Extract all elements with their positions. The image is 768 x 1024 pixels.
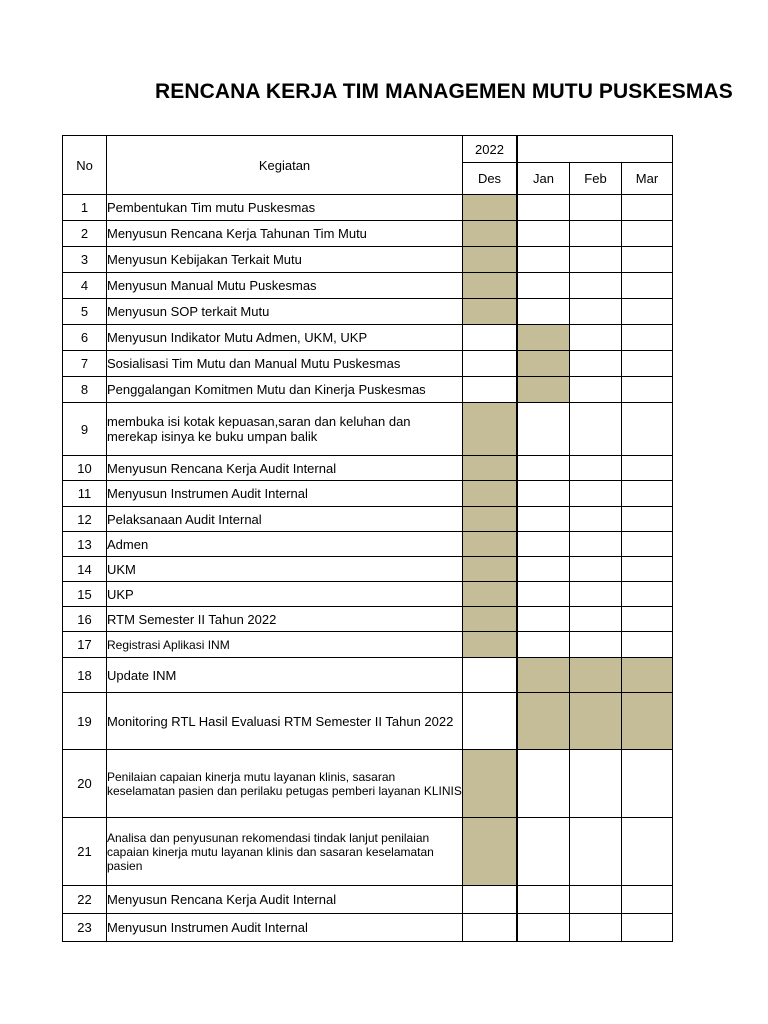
row-kegiatan: RTM Semester II Tahun 2022 xyxy=(107,607,463,632)
row-kegiatan: Menyusun Manual Mutu Puskesmas xyxy=(107,273,463,299)
schedule-cell-jan xyxy=(518,818,570,886)
table-row xyxy=(63,403,673,456)
schedule-cell-des xyxy=(463,658,517,693)
row-number: 20 xyxy=(63,750,107,818)
schedule-cell-feb xyxy=(570,403,622,456)
schedule-cell-mar xyxy=(622,247,673,273)
row-number: 5 xyxy=(63,299,107,325)
row-number: 9 xyxy=(63,403,107,456)
row-kegiatan: Update INM xyxy=(107,658,463,693)
column-header-kegiatan: Kegiatan xyxy=(107,136,463,195)
schedule-cell-mar xyxy=(622,582,673,607)
row-kegiatan: Menyusun Rencana Kerja Tahunan Tim Mutu xyxy=(107,221,463,247)
row-kegiatan: Menyusun Instrumen Audit Internal xyxy=(107,481,463,507)
row-kegiatan: Monitoring RTL Hasil Evaluasi RTM Semester II Tahun 2022 xyxy=(107,693,463,750)
schedule-cell-feb xyxy=(570,532,622,557)
schedule-cell-jan xyxy=(518,693,570,750)
table-row xyxy=(63,507,673,532)
month-header-des: Des xyxy=(463,163,517,195)
row-number: 6 xyxy=(63,325,107,351)
row-number: 17 xyxy=(63,632,107,658)
schedule-cell-feb xyxy=(570,886,622,914)
work-plan-table xyxy=(62,135,673,942)
row-kegiatan: Penggalangan Komitmen Mutu dan Kinerja Puskesmas xyxy=(107,377,463,403)
row-number: 21 xyxy=(63,818,107,886)
schedule-cell-feb xyxy=(570,750,622,818)
table-row xyxy=(63,532,673,557)
schedule-cell-feb xyxy=(570,325,622,351)
schedule-cell-jan xyxy=(518,886,570,914)
schedule-cell-jan xyxy=(518,221,570,247)
schedule-cell-jan xyxy=(518,273,570,299)
table-row xyxy=(63,632,673,658)
schedule-cell-jan xyxy=(518,247,570,273)
schedule-cell-jan xyxy=(518,582,570,607)
row-number: 7 xyxy=(63,351,107,377)
schedule-cell-jan xyxy=(518,750,570,818)
schedule-cell-mar xyxy=(622,818,673,886)
row-number: 2 xyxy=(63,221,107,247)
schedule-cell-jan xyxy=(518,403,570,456)
table-row xyxy=(63,377,673,403)
schedule-cell-mar xyxy=(622,914,673,942)
row-number: 14 xyxy=(63,557,107,582)
row-kegiatan: Menyusun Indikator Mutu Admen, UKM, UKP xyxy=(107,325,463,351)
schedule-cell-feb xyxy=(570,914,622,942)
schedule-cell-jan xyxy=(518,377,570,403)
schedule-cell-mar xyxy=(622,456,673,481)
row-number: 4 xyxy=(63,273,107,299)
schedule-cell-jan xyxy=(518,456,570,481)
schedule-cell-jan xyxy=(518,658,570,693)
row-kegiatan: Registrasi Aplikasi INM xyxy=(107,632,463,658)
schedule-cell-feb xyxy=(570,351,622,377)
schedule-cell-des xyxy=(463,532,517,557)
schedule-cell-des xyxy=(463,351,517,377)
schedule-cell-mar xyxy=(622,481,673,507)
row-kegiatan: Menyusun Rencana Kerja Audit Internal xyxy=(107,456,463,481)
schedule-cell-mar xyxy=(622,532,673,557)
schedule-cell-jan xyxy=(518,325,570,351)
schedule-cell-des xyxy=(463,507,517,532)
row-kegiatan: Pembentukan Tim mutu Puskesmas xyxy=(107,195,463,221)
schedule-cell-feb xyxy=(570,507,622,532)
schedule-cell-mar xyxy=(622,195,673,221)
schedule-cell-mar xyxy=(622,325,673,351)
schedule-cell-mar xyxy=(622,750,673,818)
table-row xyxy=(63,693,673,750)
row-kegiatan: Menyusun SOP terkait Mutu xyxy=(107,299,463,325)
schedule-cell-des xyxy=(463,818,517,886)
schedule-cell-des xyxy=(463,221,517,247)
row-number: 23 xyxy=(63,914,107,942)
schedule-cell-feb xyxy=(570,632,622,658)
schedule-cell-mar xyxy=(622,299,673,325)
schedule-cell-mar xyxy=(622,632,673,658)
schedule-cell-des xyxy=(463,481,517,507)
row-number: 10 xyxy=(63,456,107,481)
schedule-cell-mar xyxy=(622,377,673,403)
schedule-cell-feb xyxy=(570,481,622,507)
row-kegiatan: UKP xyxy=(107,582,463,607)
schedule-cell-mar xyxy=(622,658,673,693)
table-row xyxy=(63,582,673,607)
schedule-cell-des xyxy=(463,195,517,221)
year-header: 2022 xyxy=(463,136,517,163)
row-kegiatan: Admen xyxy=(107,532,463,557)
schedule-cell-des xyxy=(463,325,517,351)
row-kegiatan: Menyusun Rencana Kerja Audit Internal xyxy=(107,886,463,914)
schedule-cell-feb xyxy=(570,607,622,632)
schedule-cell-jan xyxy=(518,351,570,377)
row-kegiatan: Penilaian capaian kinerja mutu layanan klinis, sasaran keselamatan pasien dan perilaku petugas pemberi layanan KLINIS xyxy=(107,750,463,818)
schedule-cell-des xyxy=(463,632,517,658)
table-row xyxy=(63,325,673,351)
schedule-cell-des xyxy=(463,456,517,481)
schedule-cell-jan xyxy=(518,481,570,507)
table-row xyxy=(63,750,673,818)
table-body xyxy=(63,136,673,942)
schedule-cell-des xyxy=(463,273,517,299)
row-kegiatan: Menyusun Instrumen Audit Internal xyxy=(107,914,463,942)
schedule-cell-des xyxy=(463,693,517,750)
row-number: 1 xyxy=(63,195,107,221)
month-header-feb: Feb xyxy=(570,163,622,195)
schedule-cell-feb xyxy=(570,377,622,403)
row-number: 19 xyxy=(63,693,107,750)
schedule-cell-feb xyxy=(570,582,622,607)
month-header-mar: Mar xyxy=(622,163,673,195)
table-row xyxy=(63,658,673,693)
schedule-cell-des xyxy=(463,557,517,582)
schedule-cell-jan xyxy=(518,607,570,632)
table-row xyxy=(63,818,673,886)
schedule-cell-mar xyxy=(622,557,673,582)
schedule-cell-jan xyxy=(518,914,570,942)
schedule-cell-des xyxy=(463,403,517,456)
schedule-cell-feb xyxy=(570,818,622,886)
schedule-cell-mar xyxy=(622,507,673,532)
schedule-cell-mar xyxy=(622,403,673,456)
row-kegiatan: UKM xyxy=(107,557,463,582)
header-row-year xyxy=(63,136,673,163)
table-row xyxy=(63,247,673,273)
table-row xyxy=(63,557,673,582)
schedule-cell-jan xyxy=(518,632,570,658)
schedule-cell-des xyxy=(463,914,517,942)
schedule-cell-mar xyxy=(622,607,673,632)
schedule-cell-jan xyxy=(518,532,570,557)
row-kegiatan: Menyusun Kebijakan Terkait Mutu xyxy=(107,247,463,273)
schedule-cell-jan xyxy=(518,507,570,532)
schedule-cell-des xyxy=(463,247,517,273)
row-number: 16 xyxy=(63,607,107,632)
schedule-cell-feb xyxy=(570,299,622,325)
schedule-cell-des xyxy=(463,582,517,607)
schedule-cell-feb xyxy=(570,658,622,693)
schedule-cell-feb xyxy=(570,221,622,247)
table-row xyxy=(63,299,673,325)
row-number: 13 xyxy=(63,532,107,557)
table-row xyxy=(63,914,673,942)
schedule-cell-feb xyxy=(570,557,622,582)
row-number: 18 xyxy=(63,658,107,693)
table-row xyxy=(63,195,673,221)
table-row xyxy=(63,351,673,377)
schedule-cell-feb xyxy=(570,693,622,750)
column-header-no: No xyxy=(63,136,107,195)
table-row xyxy=(63,273,673,299)
table-row xyxy=(63,221,673,247)
row-kegiatan: membuka isi kotak kepuasan,saran dan keluhan dan merekap isinya ke buku umpan balik xyxy=(107,403,463,456)
schedule-cell-jan xyxy=(518,557,570,582)
row-kegiatan: Pelaksanaan Audit Internal xyxy=(107,507,463,532)
schedule-cell-mar xyxy=(622,693,673,750)
schedule-cell-mar xyxy=(622,351,673,377)
schedule-cell-mar xyxy=(622,221,673,247)
schedule-cell-des xyxy=(463,607,517,632)
schedule-cell-feb xyxy=(570,456,622,481)
table-row xyxy=(63,481,673,507)
row-number: 15 xyxy=(63,582,107,607)
table-row xyxy=(63,456,673,481)
month-header-jan: Jan xyxy=(518,163,570,195)
schedule-cell-feb xyxy=(570,247,622,273)
table-row xyxy=(63,886,673,914)
schedule-cell-jan xyxy=(518,299,570,325)
schedule-cell-jan xyxy=(518,195,570,221)
table-row xyxy=(63,607,673,632)
schedule-cell-des xyxy=(463,750,517,818)
schedule-cell-feb xyxy=(570,273,622,299)
schedule-cell-des xyxy=(463,886,517,914)
year-header-empty xyxy=(518,136,673,163)
page-title: RENCANA KERJA TIM MANAGEMEN MUTU PUSKESMAS xyxy=(155,80,733,103)
schedule-cell-des xyxy=(463,377,517,403)
row-number: 12 xyxy=(63,507,107,532)
schedule-cell-des xyxy=(463,299,517,325)
row-number: 22 xyxy=(63,886,107,914)
row-kegiatan: Analisa dan penyusunan rekomendasi tindak lanjut penilaian capaian kinerja mutu layanan klinis dan sasaran keselamatan pasien xyxy=(107,818,463,886)
schedule-cell-feb xyxy=(570,195,622,221)
schedule-cell-mar xyxy=(622,886,673,914)
row-kegiatan: Sosialisasi Tim Mutu dan Manual Mutu Puskesmas xyxy=(107,351,463,377)
schedule-cell-mar xyxy=(622,273,673,299)
row-number: 11 xyxy=(63,481,107,507)
row-number: 3 xyxy=(63,247,107,273)
row-number: 8 xyxy=(63,377,107,403)
